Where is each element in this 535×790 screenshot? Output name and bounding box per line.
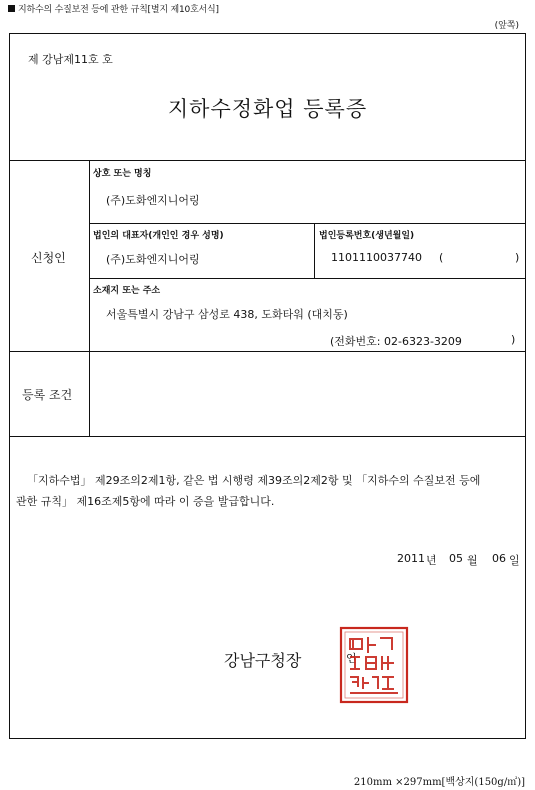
certificate-title: 지하수정화업 등록증 bbox=[167, 97, 368, 121]
address-label: 소재지 또는 주소 bbox=[93, 286, 161, 296]
issue-month: 05 bbox=[449, 552, 463, 565]
rule-trade-name-bottom bbox=[89, 223, 526, 224]
corp-reg-paren-close: ) bbox=[515, 251, 520, 264]
registration-number: 제 강남제11호 호 bbox=[28, 53, 113, 66]
form-caption bbox=[8, 2, 219, 15]
rule-title-bottom bbox=[9, 160, 526, 161]
issue-year: 2011 bbox=[397, 552, 425, 565]
corp-reg-paren-open: ( bbox=[439, 251, 444, 264]
rule-representative-bottom bbox=[89, 278, 526, 279]
signer-title: 강남구청장 bbox=[224, 651, 302, 670]
front-side-label: (앞쪽) bbox=[494, 21, 519, 31]
form-caption-text: 지하수의 수질보전 등에 관한 규칙[별지 제10호서식] bbox=[18, 5, 219, 15]
phone-paren-close: ) bbox=[511, 333, 516, 346]
applicant-section-label: 신청인 bbox=[31, 251, 66, 265]
square-bullet-icon bbox=[8, 5, 15, 12]
seal-mark: 인 bbox=[346, 652, 357, 665]
rule-conditions-bottom bbox=[9, 436, 526, 437]
issuance-statement-line-1: 「지하수법」 제29조의2제1항, 같은 법 시행령 제39조의2제2항 및 「지하수의 수질보전 등에 bbox=[27, 474, 481, 487]
issue-month-unit: 월 bbox=[467, 554, 478, 567]
issue-day-unit: 일 bbox=[509, 554, 520, 567]
certificate-frame bbox=[9, 33, 526, 739]
trade-name-label: 상호 또는 명칭 bbox=[93, 169, 152, 179]
corp-reg-label: 법인등록번호(생년월일) bbox=[319, 231, 415, 241]
rule-corp-reg-column bbox=[314, 223, 315, 278]
issue-year-unit: 년 bbox=[426, 554, 437, 567]
representative-value: (주)도화엔지니어링 bbox=[106, 253, 200, 266]
conditions-label: 등록 조건 bbox=[22, 388, 73, 402]
rule-applicant-bottom bbox=[9, 351, 526, 352]
official-seal-icon bbox=[338, 625, 410, 705]
issue-day: 06 bbox=[492, 552, 506, 565]
paper-spec: 210mm ×297mm[백상지(150g/㎡)] bbox=[353, 777, 525, 788]
trade-name-value: (주)도화엔지니어링 bbox=[106, 194, 200, 207]
rule-label-column bbox=[89, 160, 90, 436]
issuance-statement-line-2: 관한 규칙」 제16조제5항에 따라 이 증을 발급합니다. bbox=[16, 495, 275, 508]
corp-reg-value: 1101110037740 bbox=[331, 251, 422, 264]
address-value: 서울특별시 강남구 삼성로 438, 도화타워 (대치동) bbox=[106, 308, 348, 321]
phone-number: (전화번호: 02-6323-3209 bbox=[330, 335, 462, 348]
representative-label: 법인의 대표자(개인인 경우 성명) bbox=[93, 231, 224, 241]
